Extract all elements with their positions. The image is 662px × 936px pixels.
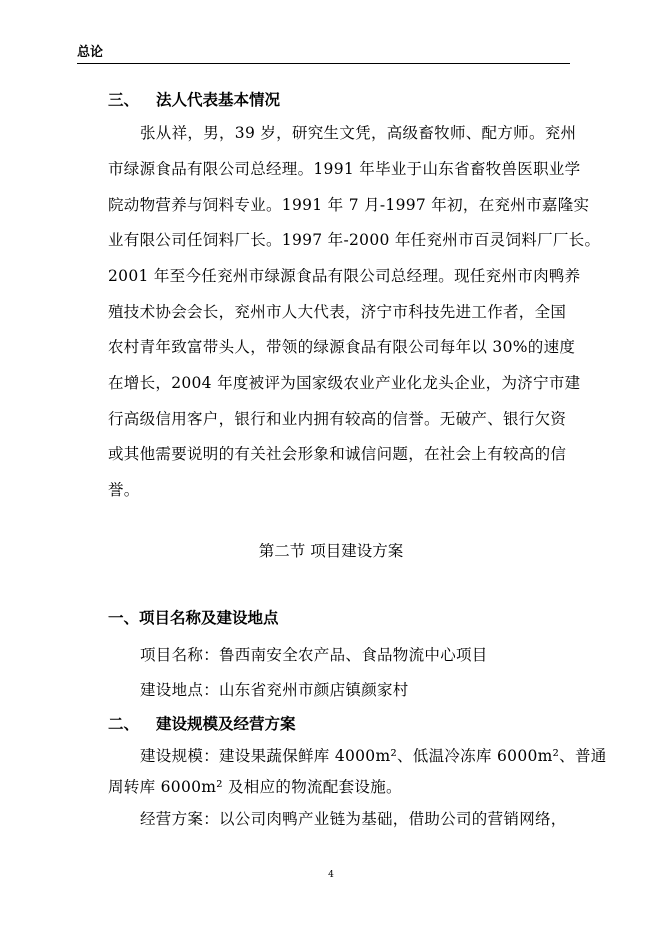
header-title: 总论	[77, 45, 104, 60]
page-header	[77, 45, 570, 61]
para-line: 或其他需要说明的有关社会形象和诚信问题，在社会上有较高的信	[108, 445, 567, 463]
header-rule	[77, 63, 570, 64]
heading-project-name-location: 一、项目名称及建设地点	[108, 609, 279, 627]
para-line: 张从祥，男，39 岁，研究生文凭，高级畜牧师、配方师。兖州	[140, 124, 577, 142]
heading-number: 二、	[108, 715, 140, 733]
para-line: 农村青年致富带头人，带领的绿源食品有限公司每年以 30%的速度	[108, 338, 576, 356]
para-line: 市绿源食品有限公司总经理。1991 年毕业于山东省畜牧兽医职业学	[108, 160, 581, 178]
heading-number: 三、	[108, 91, 140, 109]
para-line: 行高级信用客户，银行和业内拥有较高的信誉。无破产、银行欠资	[108, 410, 567, 428]
page-number: 4	[328, 870, 334, 880]
para-line: 誉。	[108, 481, 140, 499]
scale-line-2: 周转库 6000m² 及相应的物流配套设施。	[108, 778, 402, 796]
operation-line: 经营方案：以公司肉鸭产业链为基础，借助公司的营销网络，	[140, 810, 567, 828]
heading-scale-operation	[108, 712, 296, 734]
heading-text: 建设规模及经营方案	[156, 715, 296, 733]
section-title: 第二节 项目建设方案	[258, 542, 404, 560]
para-line: 院动物营养与饲料专业。1991 年 7 月-1997 年初，在兖州市嘉隆实	[108, 196, 590, 214]
para-line: 在增长，2004 年度被评为国家级农业产业化龙头企业，为济宁市建	[108, 374, 581, 392]
para-line: 2001 年至今任兖州市绿源食品有限公司总经理。现任兖州市肉鸭养	[108, 267, 581, 285]
heading-legal-representative	[108, 88, 280, 110]
heading-text: 法人代表基本情况	[156, 91, 281, 109]
para-line: 业有限公司任饲料厂长。1997 年-2000 年任兖州市百灵饲料厂厂长。	[108, 231, 601, 249]
project-name-line: 项目名称：鲁西南安全农产品、食品物流中心项目	[140, 646, 488, 664]
scale-line-1: 建设规模：建设果蔬保鲜库 4000m²、低温冷冻库 6000m²、普通	[140, 747, 607, 765]
para-line: 殖技术协会会长，兖州市人大代表，济宁市科技先进工作者，全国	[108, 303, 567, 321]
project-location-line: 建设地点：山东省兖州市颜店镇颜家村	[140, 681, 409, 699]
